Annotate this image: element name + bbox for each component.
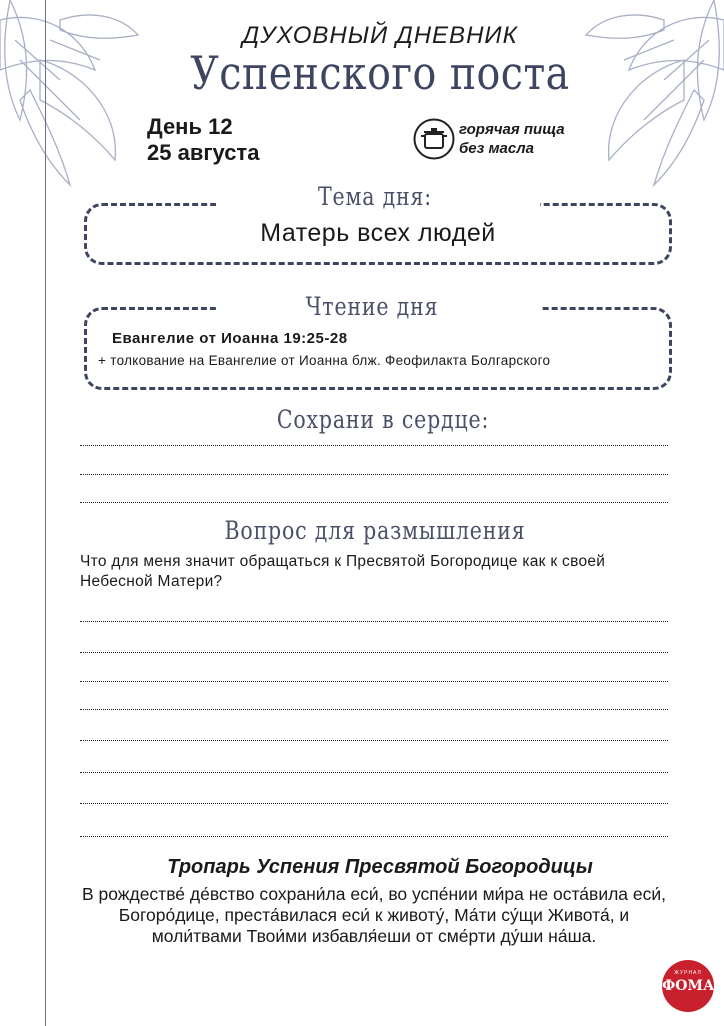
reading-extra: + толкование на Евангелие от Иоанна блж. Феофилакта Болгарского [98,353,551,368]
food-rule-line2: без масла [459,140,534,157]
troparion-title: Тропарь Успения Пресвятой Богородицы [167,856,593,878]
day-number: День 12 [147,114,233,139]
writing-line[interactable] [80,652,668,653]
writing-line[interactable] [80,621,668,622]
theme-text: Матерь всех людей [260,219,496,247]
food-rule [459,120,565,158]
reflection-question: Что для меня значит обращаться к Пресвятой Богородице как к своей Небесной Матери? [80,553,606,590]
logo-big-text: ФОМА [662,978,715,994]
troparion-text: В рождестве́ де́вство сохрани́ла еси́, во успе́нии ми́ра не оста́вила еси́, Богоро́дице, преста́вилася еси́ к животу́, Ма́ти су́щи Живота́, и моли́твами Твои́ми избавля́еши от сме́рти ду́ши на́ша. [81,884,667,946]
reflection-heading: Вопрос для размышления [224,516,526,545]
writing-line[interactable] [80,803,668,804]
writing-line[interactable] [80,502,668,503]
reading-main: Евангелие от Иоанна 19:25-28 [112,330,348,347]
food-rule-line1: горячая пища [459,121,565,138]
reading-heading: Чтение дня [305,292,439,321]
logo-small-text: ЖУРНАЛ [674,970,702,976]
day-info [147,114,259,166]
keep-heading: Сохрани в сердце: [276,405,490,434]
writing-line[interactable] [80,681,668,682]
page-title: Успенского поста [190,46,570,100]
theme-heading: Тема дня: [317,182,433,211]
writing-line[interactable] [80,474,668,475]
writing-line[interactable] [80,709,668,710]
writing-line[interactable] [80,740,668,741]
day-date: 25 августа [147,140,260,165]
foma-logo [662,960,714,1012]
writing-line[interactable] [80,445,668,446]
writing-line[interactable] [80,836,668,837]
header-kicker: ДУХОВНЫЙ ДНЕВНИК [242,22,518,49]
writing-line[interactable] [80,772,668,773]
pot-icon [413,118,455,160]
margin-line [45,0,46,1026]
